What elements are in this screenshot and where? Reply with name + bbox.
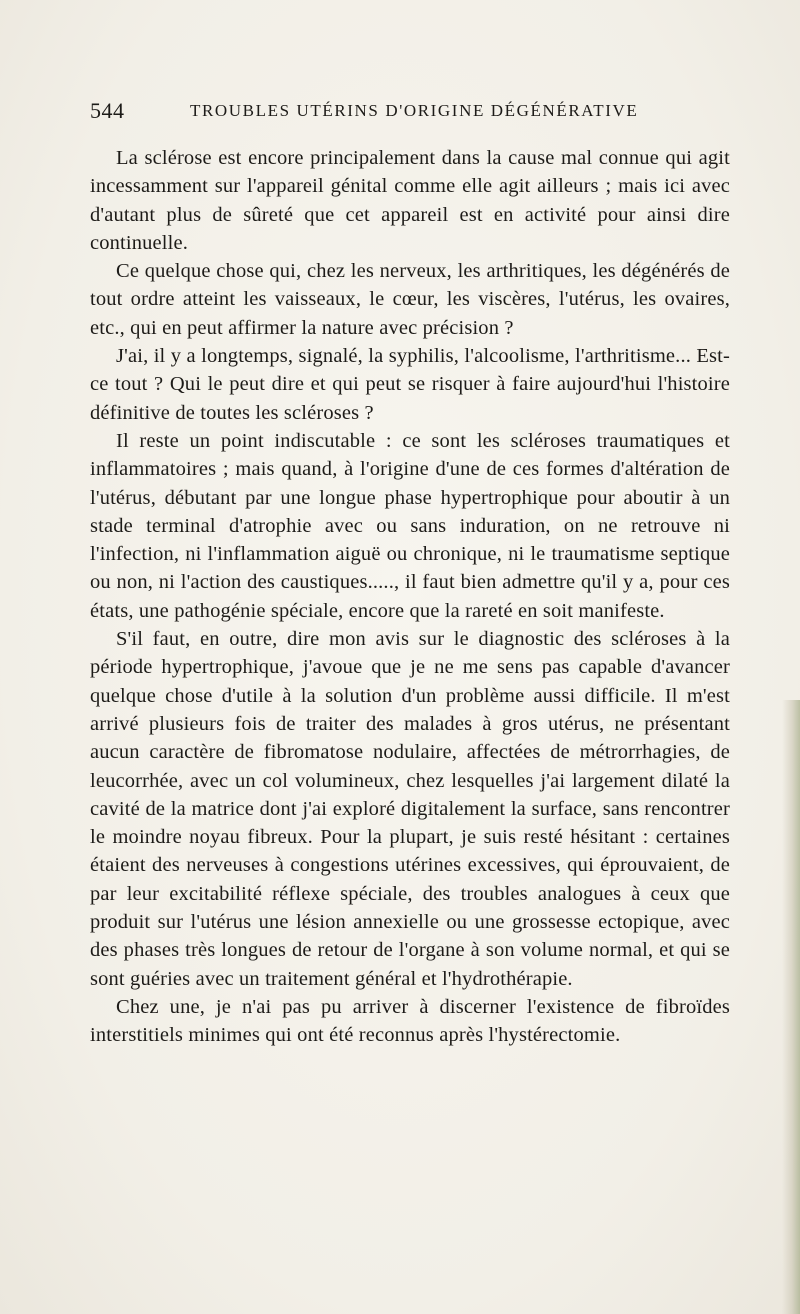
paragraph-5: S'il faut, en outre, dire mon avis sur le diagnostic des scléroses à la période hypertrophique, j'avoue que je ne me sens pas capable d'avancer quelque chose d'utile à la solution d'un problème aussi difficile. Il m'est arrivé plusieurs fois de traiter des malades à gros utérus, ne présentant aucun caractère de fibromatose nodulaire, affectées de métrorrhagies, de leucorrhée, avec un col volumineux, chez lesquelles j'ai largement dilaté la cavité de la matrice dont j'ai exploré digitalement la surface, sans rencontrer le moindre noyau fibreux. Pour la plupart, je suis resté hésitant : certaines étaient des nerveuses à congestions utérines excessives, qui éprouvaient, de par leur excitabilité réflexe spéciale, des troubles analogues à ceux que produit sur l'utérus une lésion annexielle ou une grossesse ectopique, avec des phases très longues de retour de l'organe à son volume normal, et qui se sont guéries avec un traitement général et l'hydrothérapie. — [90, 628, 730, 990]
page-header — [90, 98, 730, 128]
paragraph-2: Ce quelque chose qui, chez les nerveux, les arthritiques, les dégénérés de tout ordre atteint les vaisseaux, le cœur, les viscères, l'utérus, les ovaires, etc., qui en peut affirmer la nature avec précision ? — [90, 260, 730, 339]
paragraph-3: J'ai, il y a longtemps, signalé, la syphilis, l'alcoolisme, l'arthritisme... Est-ce tout ? Qui le peut dire et qui peut se risquer à faire aujourd'hui l'histoire définitive de toutes les scléroses ? — [90, 345, 730, 424]
running-head: TROUBLES UTÉRINS D'ORIGINE DÉGÉNÉRATIVE — [190, 101, 639, 120]
page-number: 544 — [90, 98, 125, 123]
paragraph-6: Chez une, je n'ai pas pu arriver à discerner l'existence de fibroïdes interstitiels minimes qui ont été reconnus après l'hystérectomie. — [90, 995, 730, 1047]
body-text — [90, 144, 730, 1050]
page-edge-shadow — [782, 700, 800, 1314]
paragraph-4: Il reste un point indiscutable : ce sont les scléroses traumatiques et inflammatoires ; mais quand, à l'origine d'une de ces formes d'altération de l'utérus, débutant par une longue phase hypertrophique pour aboutir à un stade terminal d'atrophie avec ou sans induration, on ne retrouve ni l'infection, ni l'inflammation aiguë ou chronique, ni le traumatisme septique ou non, ni l'action des caustiques....., il faut bien admettre qu'il y a, pour ces états, une pathogénie spéciale, encore que la rareté en soit manifeste. — [90, 429, 730, 622]
paragraph-1: La sclérose est encore principalement dans la cause mal connue qui agit incessamment sur l'appareil génital comme elle agit ailleurs ; mais ici avec d'autant plus de sûreté que cet appareil est en activité pour ainsi dire continuelle. — [90, 147, 730, 254]
